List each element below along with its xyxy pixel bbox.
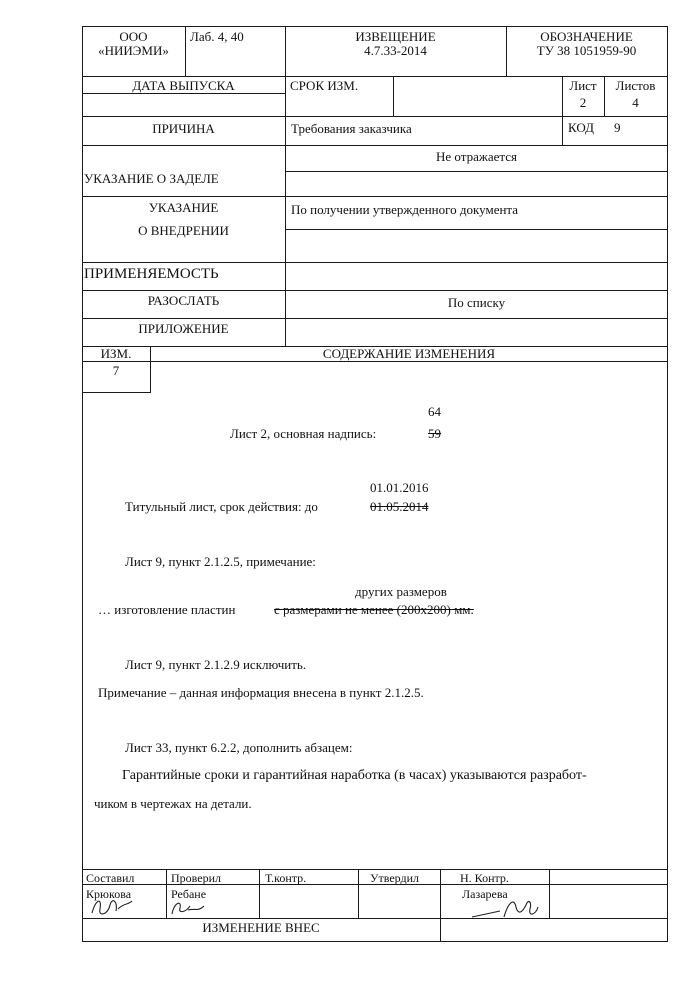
item5-text: Лист 33, пункт 6.2.2, дополнить абзацем: xyxy=(125,740,353,755)
designation-title: ОБОЗНАЧЕНИЕ xyxy=(540,29,633,44)
item2-new-value: 01.01.2016 xyxy=(370,480,429,495)
signature-checked xyxy=(168,896,208,920)
sheets-value: 4 xyxy=(632,95,639,110)
release-date-label: ДАТА ВЫПУСКА xyxy=(132,78,235,93)
sheets-label: Листов xyxy=(615,78,656,93)
code-label: КОД xyxy=(568,120,594,135)
backlog-label: УКАЗАНИЕ О ЗАДЕЛЕ xyxy=(84,171,219,186)
org-name-line1: ООО xyxy=(119,29,148,44)
compiled-name: Крюкова xyxy=(86,887,132,901)
item3-text: Лист 9, пункт 2.1.2.5, примечание: xyxy=(125,554,316,569)
applicability-label: ПРИМЕНЯЕМОСТЬ xyxy=(84,266,219,282)
signature-compiled xyxy=(88,893,136,921)
ncontrol-name: Лазарева xyxy=(462,887,508,901)
code-value: 9 xyxy=(614,120,621,135)
approved-label: Утвердил xyxy=(370,871,420,885)
signature-ncontrol xyxy=(470,893,540,923)
distribute-label: РАЗОСЛАТЬ xyxy=(147,293,220,308)
notice-number: 4.7.33-2014 xyxy=(364,43,427,58)
implementation-value: По получении утвержденного документа xyxy=(291,202,519,217)
item4-note: Примечание – данная информация внесена в пункт 2.1.2.5. xyxy=(98,685,424,700)
reason-label: ПРИЧИНА xyxy=(152,121,215,136)
implementation-label-line1: УКАЗАНИЕ xyxy=(148,200,219,215)
sheet-value: 2 xyxy=(579,95,587,110)
reason-value: Требования заказчика xyxy=(291,121,412,136)
content-title: СОДЕРЖАНИЕ ИЗМЕНЕНИЯ xyxy=(322,346,496,361)
compiled-label: Составил xyxy=(86,871,135,885)
backlog-value: Не отражается xyxy=(436,149,517,164)
item1-old-value: 59 xyxy=(428,426,441,441)
item1-new-value: 64 xyxy=(428,404,441,419)
sheet-label: Лист xyxy=(569,78,597,93)
lab-number: Лаб. 4, 40 xyxy=(190,29,244,44)
checked-label: Проверил xyxy=(171,871,221,885)
change-number: 7 xyxy=(112,363,120,378)
item1-text: Лист 2, основная надпись: xyxy=(230,426,377,441)
implementation-label-line2: О ВНЕДРЕНИИ xyxy=(138,223,229,238)
change-label: ИЗМ. xyxy=(100,346,132,361)
designation-value: ТУ 38 1051959-90 xyxy=(536,43,637,58)
item5-paragraph-line1: Гарантийные сроки и гарантийная наработка (в часах) указываются разработ- xyxy=(122,768,587,783)
org-name-line2: «НИИЭМИ» xyxy=(98,43,169,58)
distribute-value: По списку xyxy=(447,295,506,310)
item3-new-value: других размеров xyxy=(355,584,447,599)
change-term-label: СРОК ИЗМ. xyxy=(290,78,359,93)
change-made-label: ИЗМЕНЕНИЕ ВНЕС xyxy=(202,920,320,935)
item4-text: Лист 9, пункт 2.1.2.9 исключить. xyxy=(125,657,307,672)
item2-text: Титульный лист, срок действия: до xyxy=(125,499,318,514)
checked-name: Ребане xyxy=(171,887,207,901)
item3-old-value: с размерами не менее (200х200) мм. xyxy=(274,602,474,617)
tcontrol-label: Т.контр. xyxy=(265,871,307,885)
item2-old-value: 01.05.2014 xyxy=(370,499,429,514)
item3-prefix: … изготовление пластин xyxy=(98,602,236,617)
ncontrol-label: Н. Контр. xyxy=(460,871,509,885)
attachment-label: ПРИЛОЖЕНИЕ xyxy=(138,321,229,336)
notice-title: ИЗВЕЩЕНИЕ xyxy=(355,29,436,44)
item5-paragraph-line2: чиком в чертежах на детали. xyxy=(94,796,252,811)
